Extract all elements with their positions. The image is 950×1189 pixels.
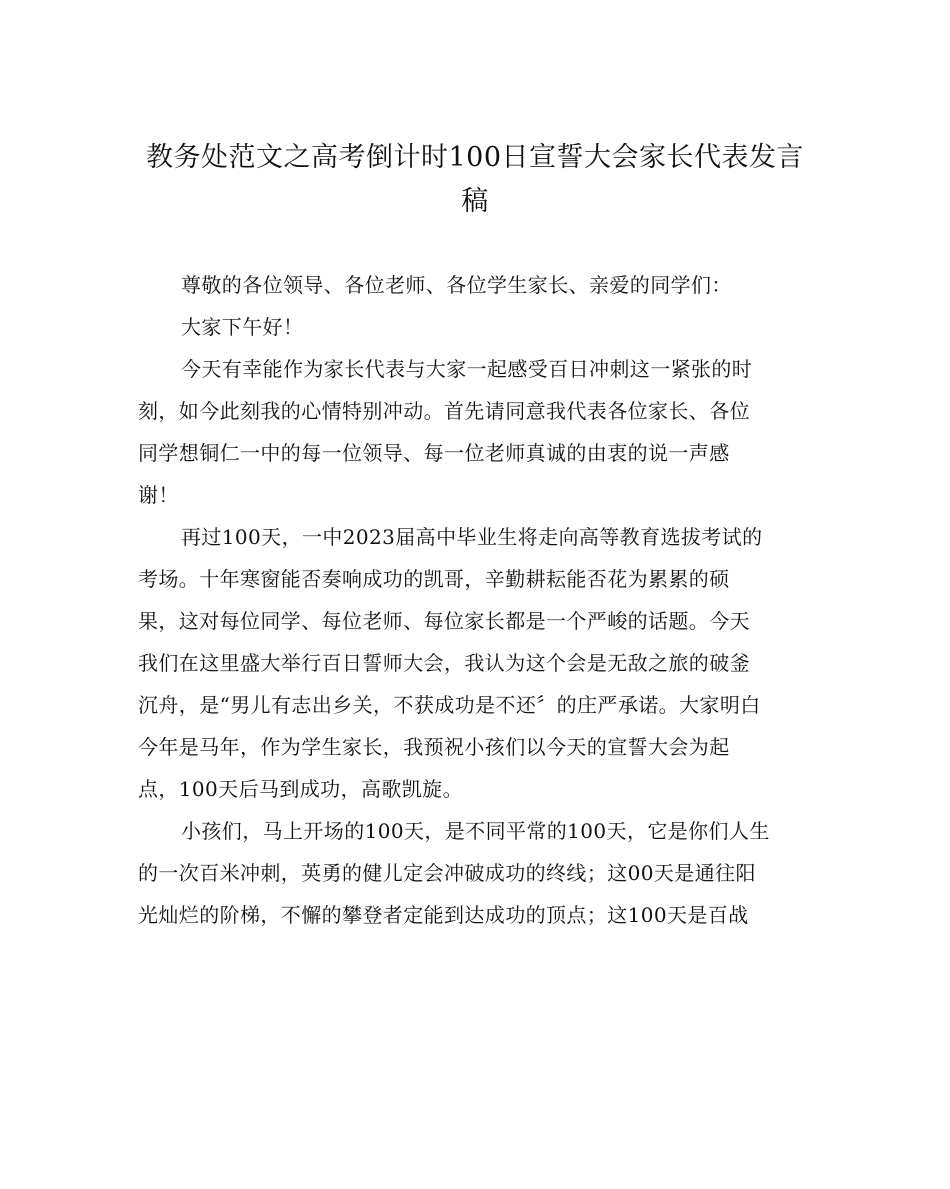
text-line: 的一次百米冲刺，英勇的健儿定会冲破成功的终线；这00天是通往阳 <box>138 861 756 885</box>
text-line: 今天有幸能作为家长代表与大家一起感受百日冲刺这一紧张的时 <box>181 357 753 381</box>
text-line: 尊敬的各位领导、各位老师、各位学生家长、亲爱的同学们： <box>181 273 732 297</box>
text-line: 刻，如今此刻我的心情特别冲动。首先请同意我代表各位家长、各位 <box>138 399 750 423</box>
paragraph-exam <box>138 516 802 810</box>
text-line: 谢！ <box>138 483 179 507</box>
text-line: 我们在这里盛大举行百日誓师大会，我认为这个会是无敌之旅的破釜 <box>138 651 750 675</box>
text-line: 今年是马年，作为学生家长，我预祝小孩们以今天的宣誓大会为起 <box>138 735 730 759</box>
text-line: 沉舟，是“男儿有志出乡关，不获成功是不还〞的庄严承诺。大家明白 <box>138 693 761 717</box>
title-line-2: 稿 <box>461 186 489 217</box>
paragraph-thanks <box>138 348 802 516</box>
paragraph-salutation <box>138 264 802 306</box>
document-title <box>138 136 812 224</box>
text-line: 再过100天，一中2023届高中毕业生将走向高等教育选拔考试的 <box>181 525 763 549</box>
text-line: 光灿烂的阶梯，不懈的攀登者定能到达成功的顶点；这100天是百战 <box>138 903 749 927</box>
text-line: 考场。十年寒窗能否奏响成功的凯哥，辛勤耕耘能否花为累累的硕 <box>138 567 730 591</box>
text-line: 果，这对每位同学、每位老师、每位家长都是一个严峻的话题。今天 <box>138 609 750 633</box>
text-line: 小孩们，马上开场的100天，是不同平常的100天，它是你们人生 <box>181 819 770 843</box>
paragraph-children <box>138 810 802 936</box>
title-line-1: 教务处范文之高考倒计时100日宣誓大会家长代表发言 <box>145 142 805 173</box>
text-line: 同学想铜仁一中的每一位领导、每一位老师真诚的由衷的说一声感 <box>138 441 730 465</box>
text-line: 点，100天后马到成功，高歌凯旋。 <box>138 777 463 801</box>
text-line: 大家下午好！ <box>181 315 304 339</box>
paragraph-greeting <box>138 306 802 348</box>
document-body <box>138 264 802 936</box>
